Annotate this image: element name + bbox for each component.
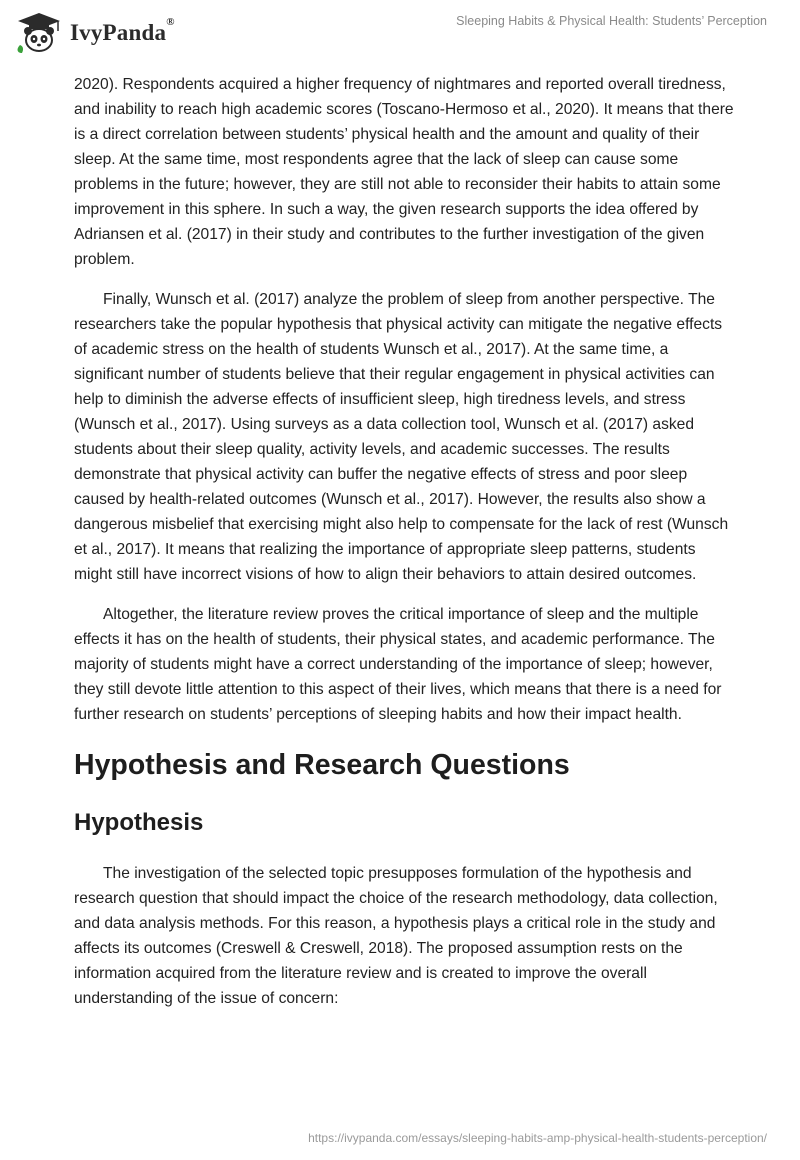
paragraph: Finally, Wunsch et al. (2017) analyze the problem of sleep from another perspective. The researchers take the popular hypothesis that physical activity can mitigate the negative effects of academic stress on the health of students Wunsch et al., 2017). At the same time, a significant number of students believe that their regular engagement in physical activities can help to diminish the adverse effects of insufficient sleep, high tiredness levels, and stress (Wunsch et al., 2017). Using surveys as a data collection tool, Wunsch et al. (2017) asked students about their sleep quality, activity levels, and academic successes. The results demonstrate that physical activity can buffer the negative effects of stress and poor sleep caused by health-related outcomes (Wunsch et al., 2017). However, the results also show a dangerous misbelief that exercising might also help to compensate for the lack of rest (Wunsch et al., 2017). It means that realizing the importance of appropriate sleep patterns, students might still have incorrect visions of how to align their behaviors to attain desired outcomes. [74,291,729,583]
ivypanda-logo[interactable] [14,10,175,56]
document-title: Sleeping Habits & Physical Health: Students’ Perception [456,14,767,28]
source-url[interactable]: https://ivypanda.com/essays/sleeping-habits-amp-physical-health-students-perception/ [308,1131,767,1145]
page-header [0,0,800,64]
paragraph: Altogether, the literature review proves the critical importance of sleep and the multiple effects it has on the health of students, their physical states, and academic performance. The majority of students might have a correct understanding of the importance of sleep; however, they still devote little attention to this aspect of their lives, which means that there is a need for further research on students’ perceptions of sleeping habits and how their impact health. [74,606,722,723]
section-heading: Hypothesis and Research Questions [74,749,570,781]
paragraph: 2020). Respondents acquired a higher frequency of nightmares and reported overall tiredness, and inability to reach high academic scores (Toscano-Hermoso et al., 2020). It means that there is a direct correlation between students’ physical health and the amount and quality of their sleep. At the same time, most respondents agree that the lack of sleep can cause some problems in the future; however, they are still not able to reconsider their habits to attain some improvement in this sphere. In such a way, the given research supports the idea offered by Adriansen et al. (2017) in their study and contributes to the further investigation of the given problem. [74,76,734,268]
essay-content [74,72,734,1026]
panda-graduate-icon [14,11,64,55]
subsection-heading: Hypothesis [74,809,204,836]
brand-name: IvyPanda® [70,16,175,45]
paragraph: The investigation of the selected topic presupposes formulation of the hypothesis and research question that should impact the choice of the research methodology, data collection, and data analysis methods. For this reason, a hypothesis plays a critical role in the study and affects its outcomes (Creswell & Creswell, 2018). The proposed assumption rests on the information acquired from the literature review and is created to improve the overall understanding of the issue of concern: [74,865,718,1007]
